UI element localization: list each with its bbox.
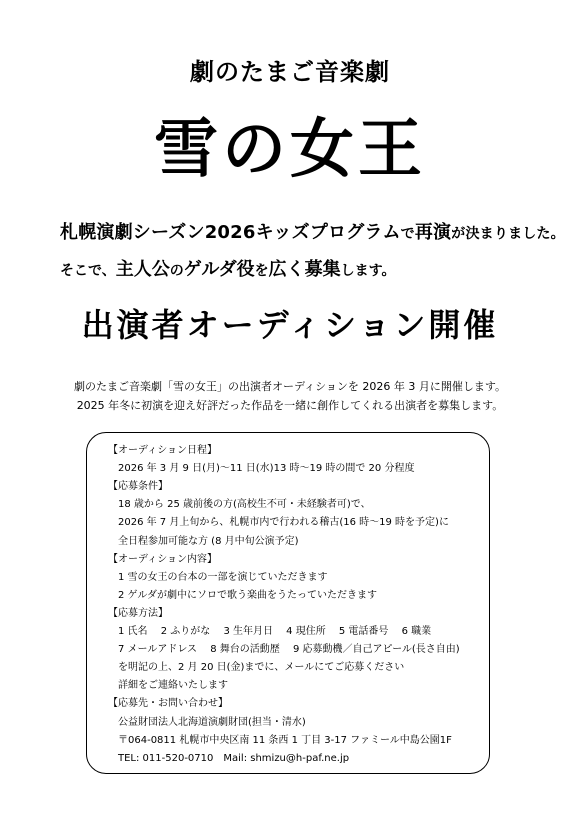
- lead-text-part: を: [254, 263, 269, 279]
- lead-text-part: が決まりました。: [451, 226, 565, 242]
- info-item: 全日程参加可能な方 (8 月中旬公演予定): [118, 535, 299, 547]
- info-item: 公益財団法人北海道演劇財団(担当・清水): [118, 716, 306, 728]
- info-item: 詳細をご連絡いたします: [118, 680, 228, 692]
- lead-text-part: 札幌演劇シーズン2026キッズプログラム: [60, 222, 401, 243]
- info-heading: 【応募条件】: [108, 481, 168, 493]
- info-item: 1 雪の女王の台本の一部を演じていただきます: [118, 571, 328, 583]
- info-item: を明記の上、2 月 20 日(金)までに、メールにてご応募ください: [118, 662, 405, 674]
- info-item: 〒064-0811 札幌市中央区南 11 条西 1 丁目 3-17 ファミール中島公園1F: [118, 734, 452, 746]
- lead-text-part: 再演: [414, 222, 452, 243]
- lead-line-2: [60, 255, 396, 281]
- intro-line-2: 2025 年冬に初演を迎え好評だった作品を一緒に創作してくれる出演者を募集します。: [76, 399, 504, 412]
- info-item: 2026 年 7 月上旬から、札幌市内で行われる稽古(16 時～19 時を予定)に: [118, 517, 449, 529]
- lead-line-1: [60, 218, 565, 244]
- info-heading: 【オーディション内容】: [108, 553, 217, 565]
- info-item: 7 メールアドレス 8 舞台の活動歴 9 応募動機／自己アピール(長さ自由): [118, 644, 460, 656]
- lead-text-part: 広く募集: [268, 259, 341, 280]
- lead-text-part: 主人公: [115, 259, 170, 280]
- info-item: TEL: 011-520-0710 Mail: shmizu@h-paf.ne.jp: [118, 752, 350, 764]
- intro-line-1: 劇のたまご音楽劇「雪の女王」の出演者オーディションを 2026 年 3 月に開催します。: [74, 380, 506, 393]
- info-item: 2026 年 3 月 9 日(月)～11 日(水)13 時～19 時の間で 20 分程度: [118, 463, 415, 475]
- info-heading: 【応募先・お問い合わせ】: [108, 698, 228, 710]
- show-title: 雪の女王: [154, 113, 426, 187]
- info-item: 2 ゲルダが劇中にソロで歌う楽曲をうたっていただきます: [118, 589, 377, 601]
- info-item: 18 歳から 25 歳前後の方(高校生不可・未経験者可)で、: [118, 499, 371, 511]
- lead-text-part: ゲルダ役: [183, 259, 255, 280]
- info-heading: 【応募方法】: [108, 607, 168, 619]
- lead-text-part: します。: [340, 263, 396, 279]
- series-title: 劇のたまご音楽劇: [190, 58, 390, 86]
- audition-title: 出演者オーディション開催: [81, 306, 499, 344]
- info-heading: 【オーディション日程】: [108, 445, 217, 456]
- lead-text-part: の: [169, 263, 184, 279]
- lead-text-part: で: [400, 226, 415, 242]
- info-item: 1 氏名 2 ふりがな 3 生年月日 4 現住所 5 電話番号 6 職業: [118, 626, 432, 637]
- lead-text-part: そこで、: [60, 263, 116, 279]
